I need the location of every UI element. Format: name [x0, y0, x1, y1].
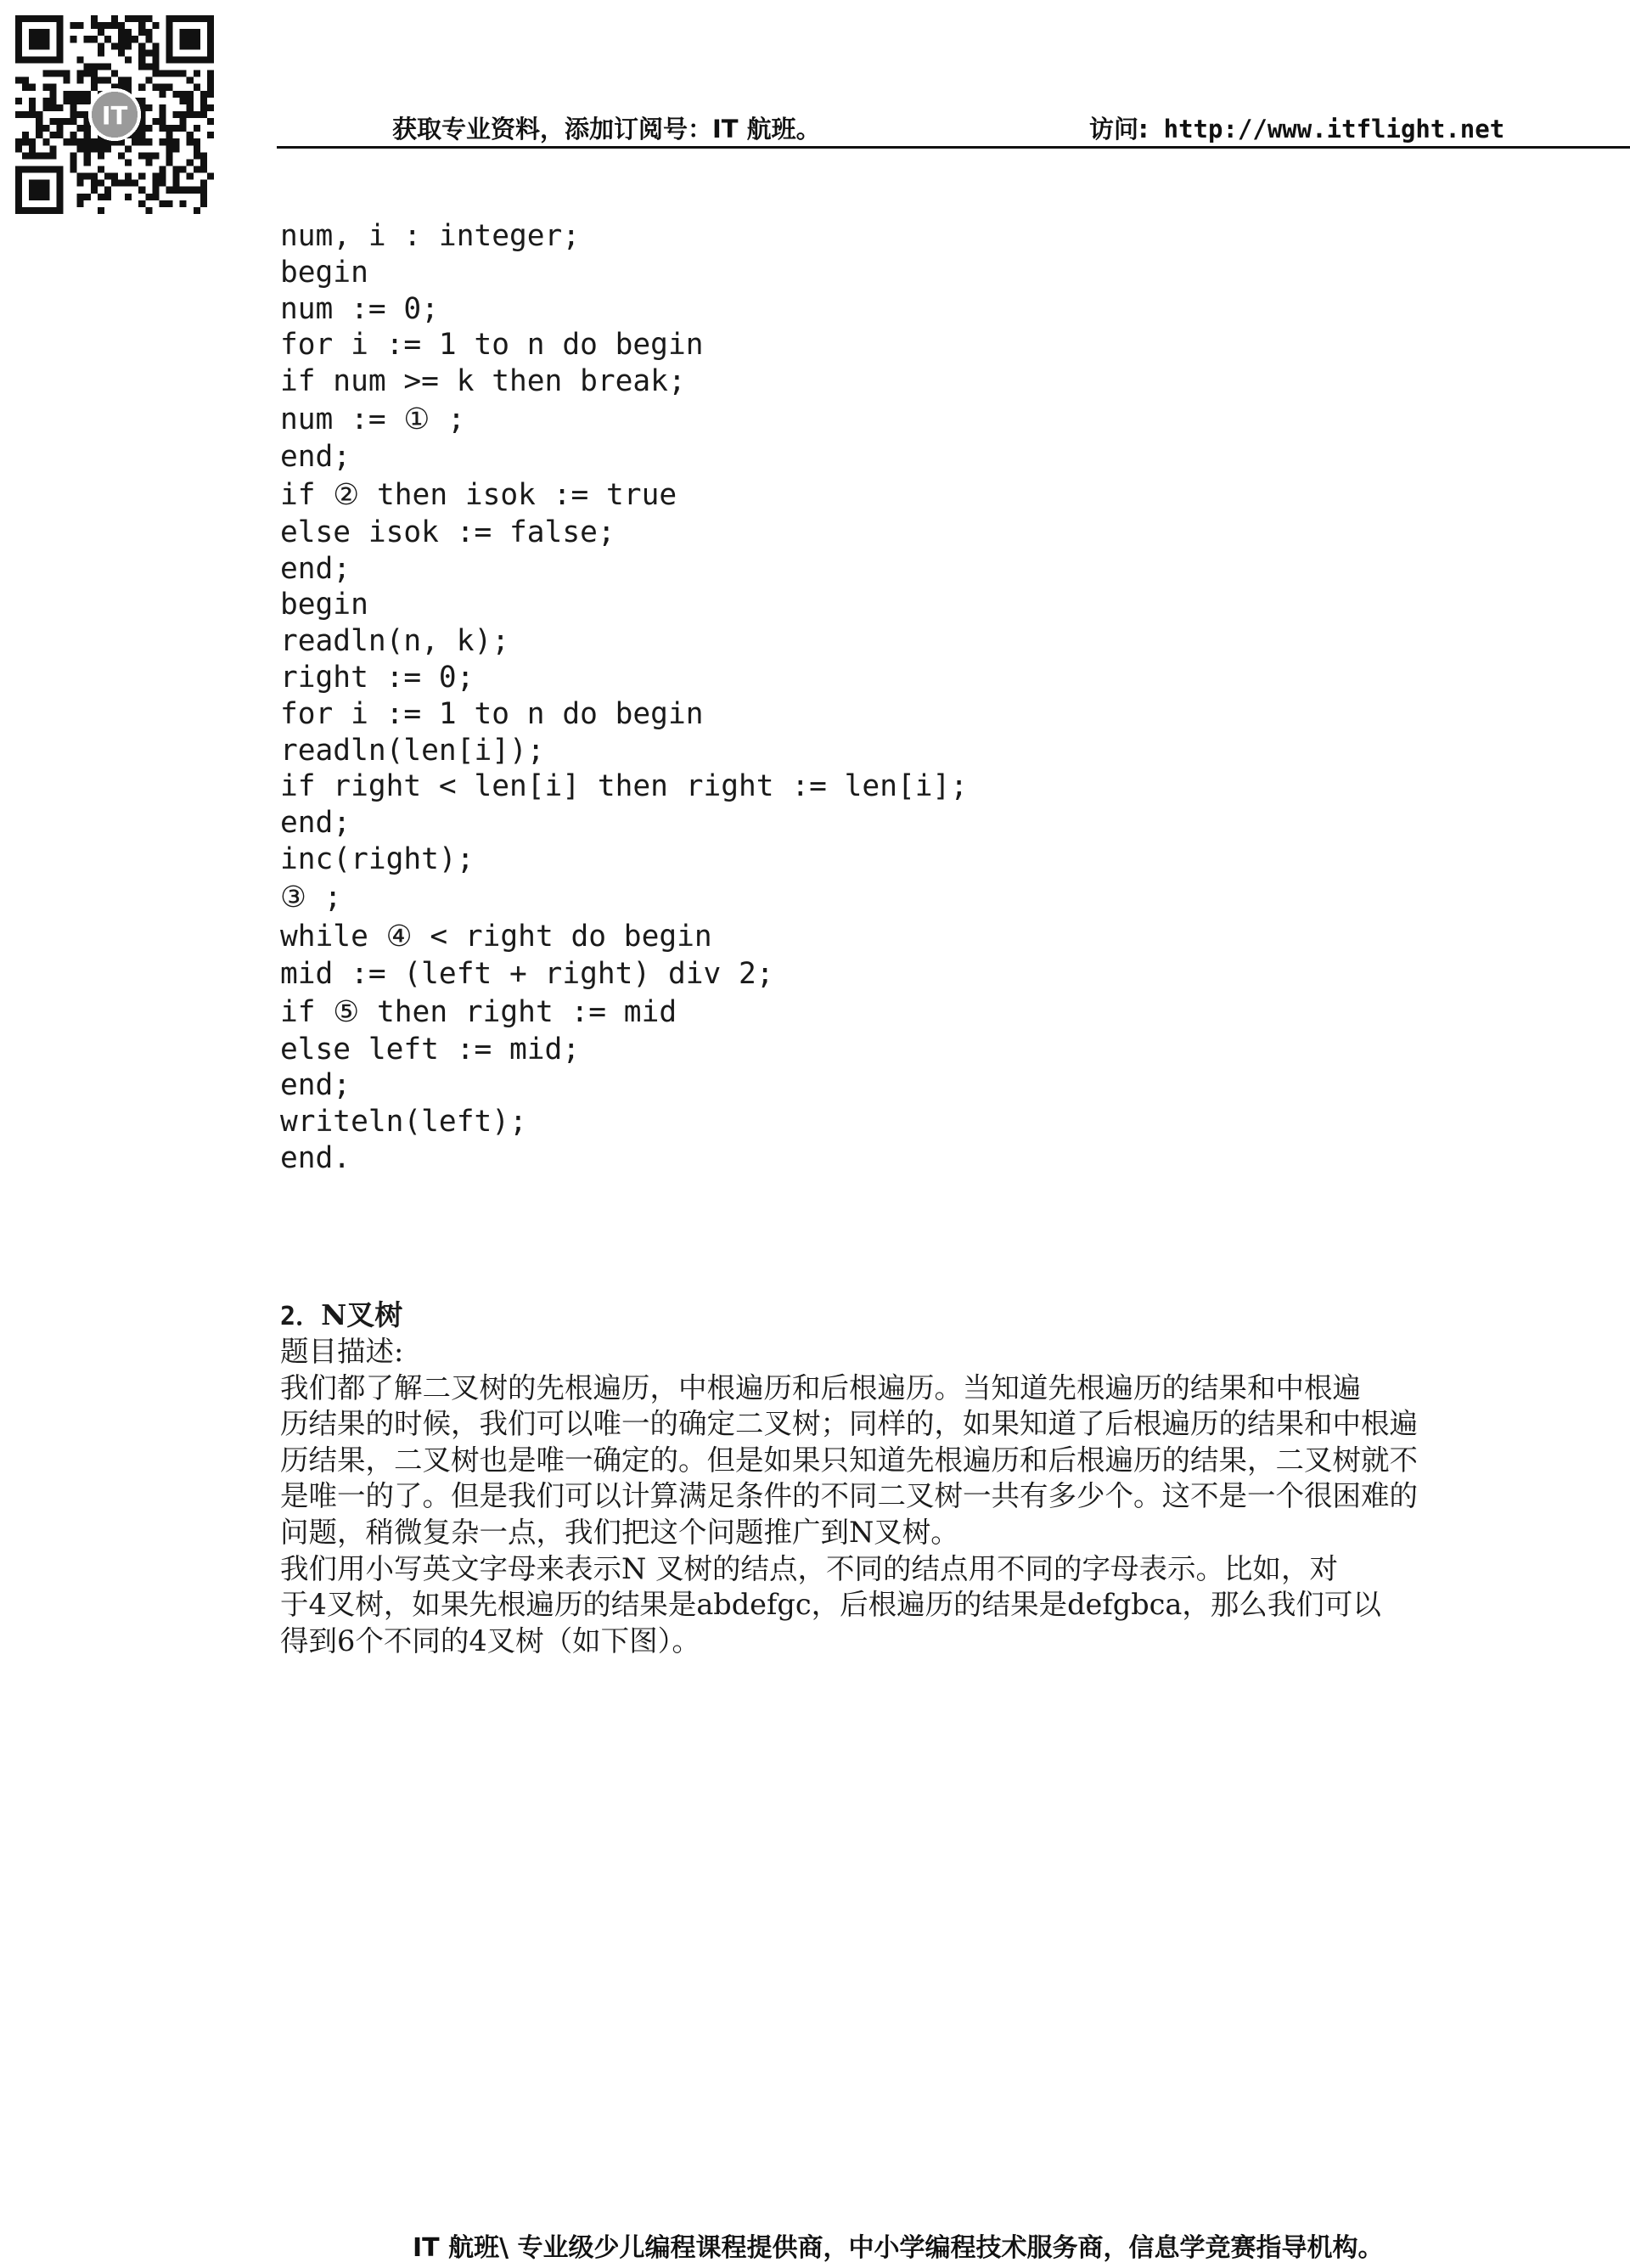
problem-text-line: 历结果，二叉树也是唯一确定的。但是如果只知道先根遍历和后根遍历的结果，二叉树就不: [280, 1443, 1418, 1477]
code-line: begin: [280, 588, 368, 622]
code-line: end;: [280, 806, 351, 841]
problem-description: [280, 1334, 1605, 1659]
code-line: end;: [280, 1068, 351, 1103]
header-visit-label: 访问:: [1089, 115, 1149, 144]
code-line: mid := (left + right) div 2;: [280, 956, 774, 991]
code-line: if right < len[i] then right := len[i];: [280, 769, 969, 804]
problem-text-line: 我们用小写英文字母来表示N 叉树的结点，不同的结点用不同的字母表示。比如，对: [280, 1551, 1338, 1585]
footer-text: IT 航班\ 专业级少儿编程课程提供商，中小学编程技术服务商，信息学竞赛指导机构。: [413, 2233, 1384, 2263]
code-line: num := 0;: [280, 291, 439, 326]
problem-text-line: 是唯一的了。但是我们可以计算满足条件的不同二叉树一共有多少个。这不是一个很困难的: [280, 1479, 1418, 1513]
code-line: end.: [280, 1140, 351, 1175]
code-line: readln(len[i]);: [280, 733, 545, 768]
code-line: writeln(left);: [280, 1105, 527, 1140]
problem-text-line: 问题，稍微复杂一点，我们把这个问题推广到N叉树。: [280, 1515, 959, 1549]
code-line: while ④ < right do begin: [280, 919, 712, 954]
header-subscribe-text: 获取专业资料，添加订阅号：IT 航班。: [392, 115, 821, 144]
qr-logo-text: IT: [101, 101, 128, 131]
code-line: right := 0;: [280, 660, 475, 695]
problem-section: [280, 1296, 1605, 1659]
header-visit-url[interactable]: http://www.itflight.net: [1163, 115, 1505, 144]
problem-text-line: 历结果的时候，我们可以唯一的确定二叉树；同样的，如果知道了后根遍历的结果和中根遍: [280, 1407, 1418, 1441]
code-line: for i := 1 to n do begin: [280, 696, 704, 731]
code-line: end;: [280, 439, 351, 474]
code-line: if num >= k then break;: [280, 364, 686, 399]
section-title: [280, 1296, 1605, 1334]
qr-logo: [90, 90, 139, 139]
code-line: if ② then isok := true: [280, 477, 677, 512]
problem-text-line: 于4叉树，如果先根遍历的结果是abdefgc，后根遍历的结果是defgbca，那么我们可以: [280, 1588, 1381, 1622]
code-line: for i := 1 to n do begin: [280, 328, 704, 363]
code-block: [280, 218, 968, 1177]
code-line: end;: [280, 551, 351, 586]
code-line: inc(right);: [280, 841, 475, 876]
header-visit: [1089, 110, 1504, 145]
code-line: else left := mid;: [280, 1032, 581, 1066]
header-divider: [277, 146, 1630, 149]
code-line: num := ① ;: [280, 402, 465, 436]
section-title-text: N叉树: [321, 1298, 403, 1331]
code-line: begin: [280, 255, 368, 290]
section-title-number: 2．: [280, 1302, 322, 1331]
problem-label: 题目描述:: [280, 1335, 404, 1368]
code-line: if ⑤ then right := mid: [280, 994, 677, 1029]
code-line: else isok := false;: [280, 515, 615, 549]
code-line: ③ ;: [280, 880, 342, 915]
code-line: readln(n, k);: [280, 624, 510, 659]
problem-text-line: 我们都了解二叉树的先根遍历，中根遍历和后根遍历。当知道先根遍历的结果和中根遍: [280, 1370, 1361, 1404]
qr-code: [15, 15, 214, 214]
problem-text-line: 得到6个不同的4叉树（如下图）。: [280, 1624, 700, 1657]
code-line: num, i : integer;: [280, 219, 581, 253]
